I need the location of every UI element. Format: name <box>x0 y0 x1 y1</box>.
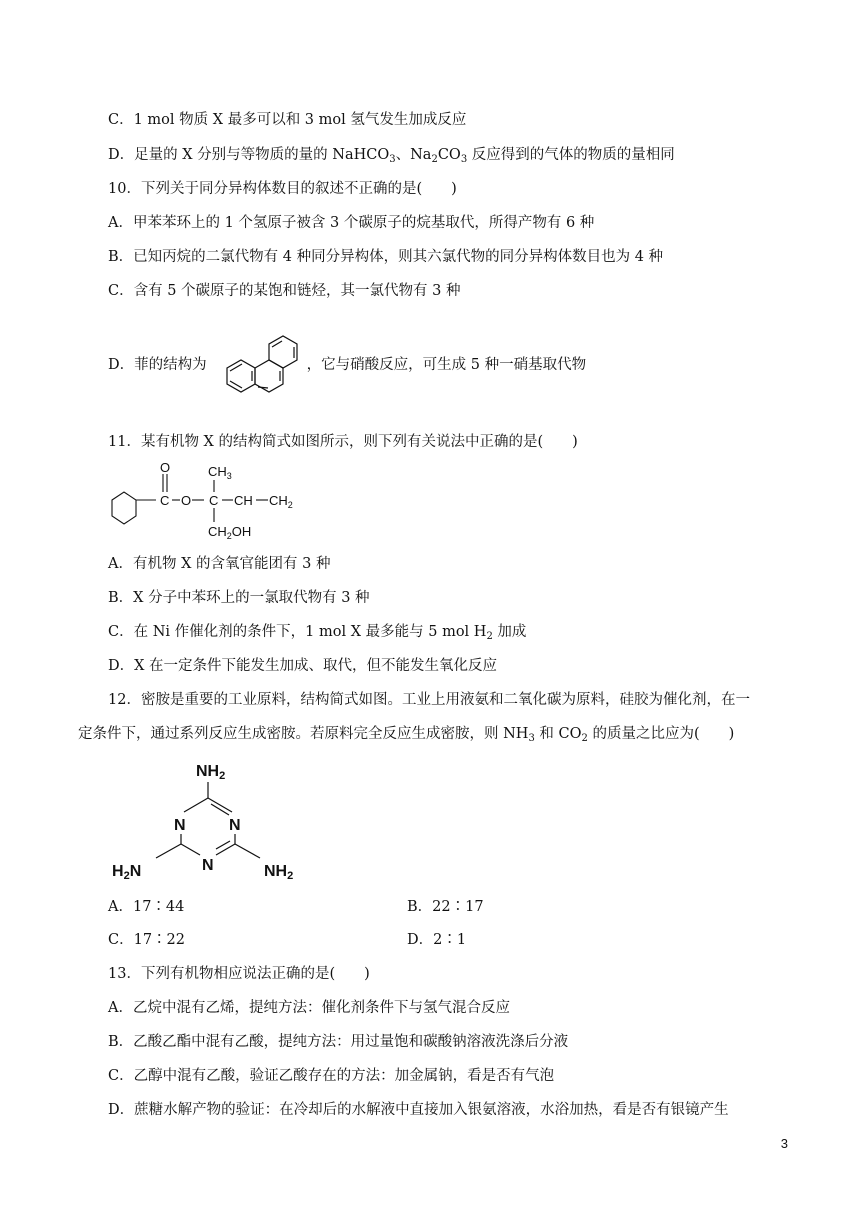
line-q9-d <box>108 145 675 170</box>
svg-text:CH3 <box>208 464 232 481</box>
subscript: 3 <box>460 154 468 165</box>
group-ch3: CH <box>208 464 227 479</box>
question-10: 10．下列关于同分异构体数目的叙述不正确的是( ) <box>108 181 457 197</box>
atom-o: O <box>160 460 171 475</box>
page-number: 3 <box>780 1136 788 1151</box>
option-11-c <box>108 622 526 647</box>
subscript: 2 <box>581 733 588 744</box>
group-ch2oh: CH <box>208 524 227 539</box>
svg-text:NH2 <box>264 863 293 882</box>
option-13-d: D．蔗糖水解产物的验证：在冷却后的水解液中直接加入银氨溶液，水浴加热，看是否有银镜产生 <box>108 1102 729 1118</box>
subscript: 2 <box>219 770 226 782</box>
text: 加成 <box>492 624 527 640</box>
melamine-structure <box>108 752 318 886</box>
molecule-x-structure <box>108 460 308 542</box>
atom-c: C <box>160 493 170 508</box>
option-11-a: A．有机物 X 的含氧官能团有 3 种 <box>108 556 331 572</box>
group-nh2: NH <box>264 863 288 880</box>
text: CO <box>437 147 461 163</box>
text: D．足量的 X 分别与等物质的量的 NaHCO <box>108 147 390 163</box>
text: 、Na <box>395 147 432 163</box>
option-12-d: D．2∶1 <box>407 932 467 948</box>
text: 的质量之比应为( ) <box>587 726 735 742</box>
text: 反应得到的气体的物质的量相同 <box>467 147 675 163</box>
option-10-c: C．含有 5 个碳原子的某饱和链烃，其一氯代物有 3 种 <box>108 283 461 299</box>
question-11: 11．某有机物 X 的结构简式如图所示，则下列有关说法中正确的是( ) <box>108 434 578 450</box>
question-12-line-2 <box>78 724 734 749</box>
atom-n: N <box>202 857 214 874</box>
subscript: 2 <box>123 870 130 882</box>
group-ch2: CH <box>269 493 288 508</box>
subscript: 3 <box>528 733 535 744</box>
group-h2n: H <box>112 863 124 880</box>
subscript: 2 <box>287 870 294 882</box>
option-11-d: D．X 在一定条件下能发生加成、取代，但不能发生氧化反应 <box>108 658 498 674</box>
subscript: 2 <box>287 500 293 510</box>
svg-text:NH2 <box>196 763 225 782</box>
atom-n: N <box>229 817 241 834</box>
option-12-b: B．22∶17 <box>407 899 484 915</box>
option-11-b: B．X 分子中苯环上的一氯取代物有 3 种 <box>108 590 370 606</box>
atom-n: N <box>129 863 142 880</box>
subscript: 2 <box>226 531 232 541</box>
question-13: 13．下列有机物相应说法正确的是( ) <box>108 966 370 982</box>
option-10-b: B．已知丙烷的二氯代物有 4 种同分异构体，则其六氯代物的同分异构体数目也为 4 种 <box>108 249 664 265</box>
subscript: 3 <box>389 154 396 165</box>
atom-c: C <box>209 493 219 508</box>
svg-text:CH2OH <box>208 524 251 541</box>
text: D．菲的结构为 <box>108 357 207 373</box>
group-oh: OH <box>231 524 252 539</box>
option-10-a: A．甲苯苯环上的 1 个氢原子被含 3 个碳原子的烷基取代，所得产物有 6 种 <box>108 215 595 231</box>
phenanthrene-structure <box>215 318 315 410</box>
line-q9-c: C．1 mol 物质 X 最多可以和 3 mol 氢气发生加成反应 <box>108 112 467 128</box>
option-13-a: A．乙烷中混有乙烯，提纯方法：催化剂条件下与氢气混合反应 <box>108 1000 510 1016</box>
option-12-c: C．17∶22 <box>108 932 185 948</box>
option-13-c: C．乙醇中混有乙酸，验证乙酸存在的方法：加金属钠，看是否有气泡 <box>108 1068 555 1084</box>
option-12-a: A．17∶44 <box>108 899 185 915</box>
option-13-b: B．乙酸乙酯中混有乙酸，提纯方法：用过量饱和碳酸钠溶液洗涤后分液 <box>108 1034 569 1050</box>
atom-n: N <box>174 817 186 834</box>
text: ，它与硝酸反应，可生成 5 种一硝基取代物 <box>306 357 587 373</box>
text: C．在 Ni 作催化剂的条件下，1 mol X 最多能与 5 mol H <box>108 624 487 640</box>
subscript: 2 <box>431 154 438 165</box>
subscript: 2 <box>486 631 493 642</box>
subscript: 3 <box>226 471 232 481</box>
svg-text:H2N <box>112 863 141 882</box>
text: 和 CO <box>534 726 582 742</box>
svg-text:CH2 <box>269 493 293 510</box>
text: 定条件下，通过系列反应生成密胺。若原料完全反应生成密胺，则 NH <box>78 726 529 742</box>
group-nh2: NH <box>196 763 220 780</box>
group-ch: CH <box>234 493 253 508</box>
option-10-d <box>108 355 586 375</box>
question-12-line-1: 12．密胺是重要的工业原料，结构简式如图。工业上用液氨和二氧化碳为原料，硅胶为催化剂，在一 <box>108 692 750 708</box>
atom-o: O <box>181 493 192 508</box>
